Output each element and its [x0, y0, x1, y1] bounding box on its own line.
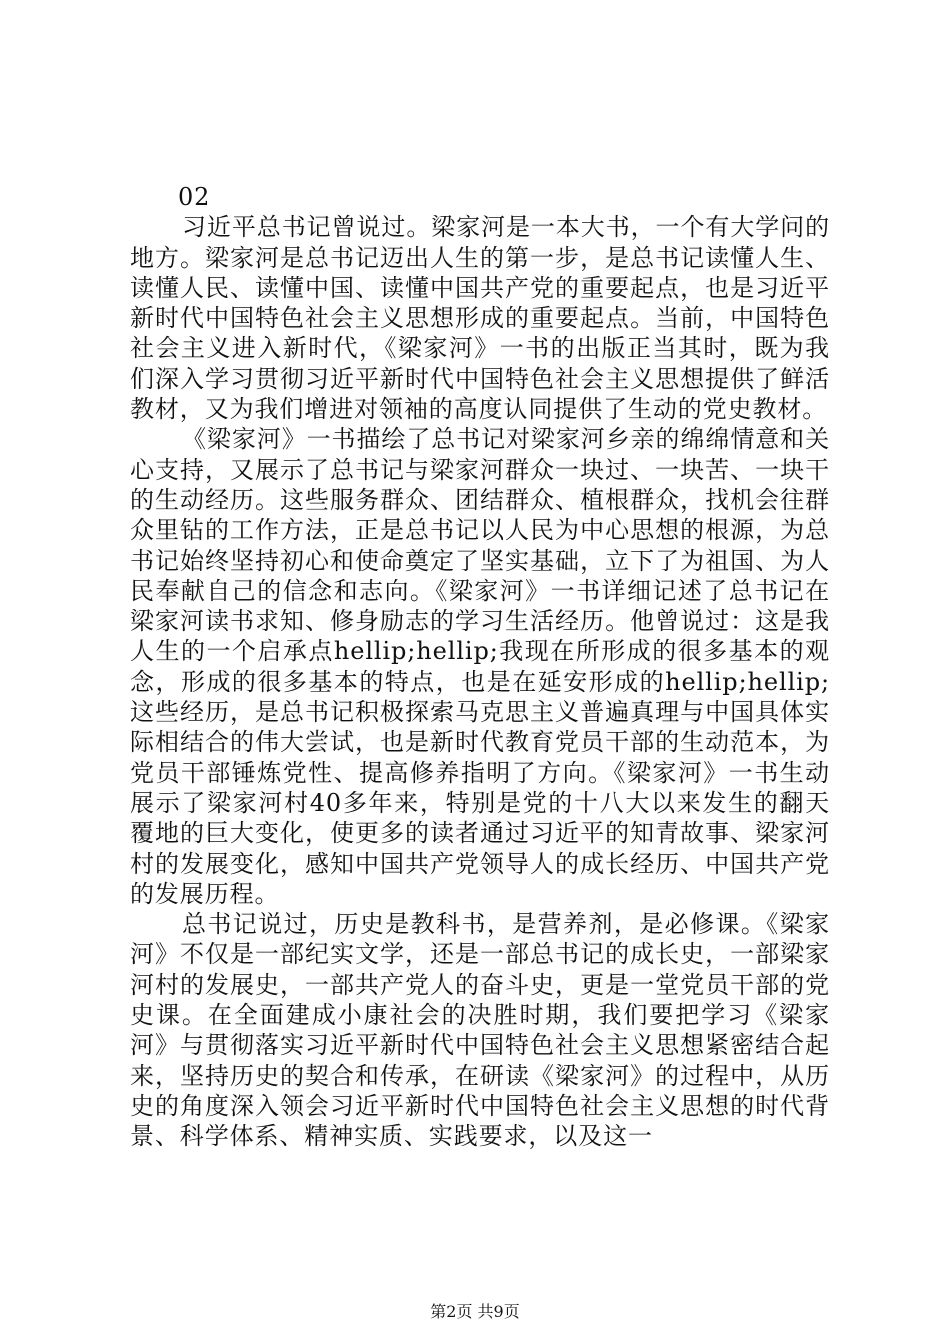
paragraph-3: 总书记说过，历史是教科书，是营养剂，是必修课。《梁家河》不仅是一部纪实文学，还是一部总书记的成长史，一部梁家河村的发展史，一部共产党人的奋斗史，更是一堂党员干部的党史课。在全面建成小康社会的决胜时期，我们要把学习《梁家河》与贯彻落实习近平新时代中国特色社会主义思想紧密结合起来，坚持历史的契合和传承，在研读《梁家河》的过程中，从历史的角度深入领会习近平新时代中国特色社会主义思想的时代背景、科学体系、精神实质、实践要求，以及这一	[130, 910, 830, 1151]
paragraph-2: 《梁家河》一书描绘了总书记对梁家河乡亲的绵绵情意和关心支持，又展示了总书记与梁家河群众一块过、一块苦、一块干的生动经历。这些服务群众、团结群众、植根群众，找机会往群众里钻的工作方法，正是总书记以人民为中心思想的根源，为总书记始终坚持初心和使命奠定了坚实基础，立下了为祖国、为人民奉献自己的信念和志向。《梁家河》一书详细记述了总书记在梁家河读书求知、修身励志的学习生活经历。他曾说过：这是我人生的一个启承点hellip;hellip;我现在所形成的很多基本的观念，形成的很多基本的特点，也是在延安形成的hellip;hellip;这些经历，是总书记积极探索马克思主义普遍真理与中国具体实际相结合的伟大尝试，也是新时代教育党员干部的生动范本，为党员干部锤炼党性、提高修养指明了方向。《梁家河》一书生动展示了梁家河村40多年来，特别是党的十八大以来发生的翻天覆地的巨大变化，使更多的读者通过习近平的知青故事、梁家河村的发展变化，感知中国共产党领导人的成长经历、中国共产党的发展历程。	[130, 425, 830, 908]
paragraph-1: 习近平总书记曾说过。梁家河是一本大书，一个有大学问的地方。梁家河是总书记迈出人生的第一步，是总书记读懂人生、读懂人民、读懂中国、读懂中国共产党的重要起点，也是习近平新时代中国特色社会主义思想形成的重要起点。当前，中国特色社会主义进入新时代，《梁家河》一书的出版正当其时，既为我们深入学习贯彻习近平新时代中国特色社会主义思想提供了鲜活教材，又为我们增进对领袖的高度认同提供了生动的党史教材。	[130, 213, 830, 424]
section-number: 02	[178, 183, 211, 211]
document-body	[130, 182, 830, 1152]
page-footer: 第2页 共9页	[430, 1302, 520, 1321]
